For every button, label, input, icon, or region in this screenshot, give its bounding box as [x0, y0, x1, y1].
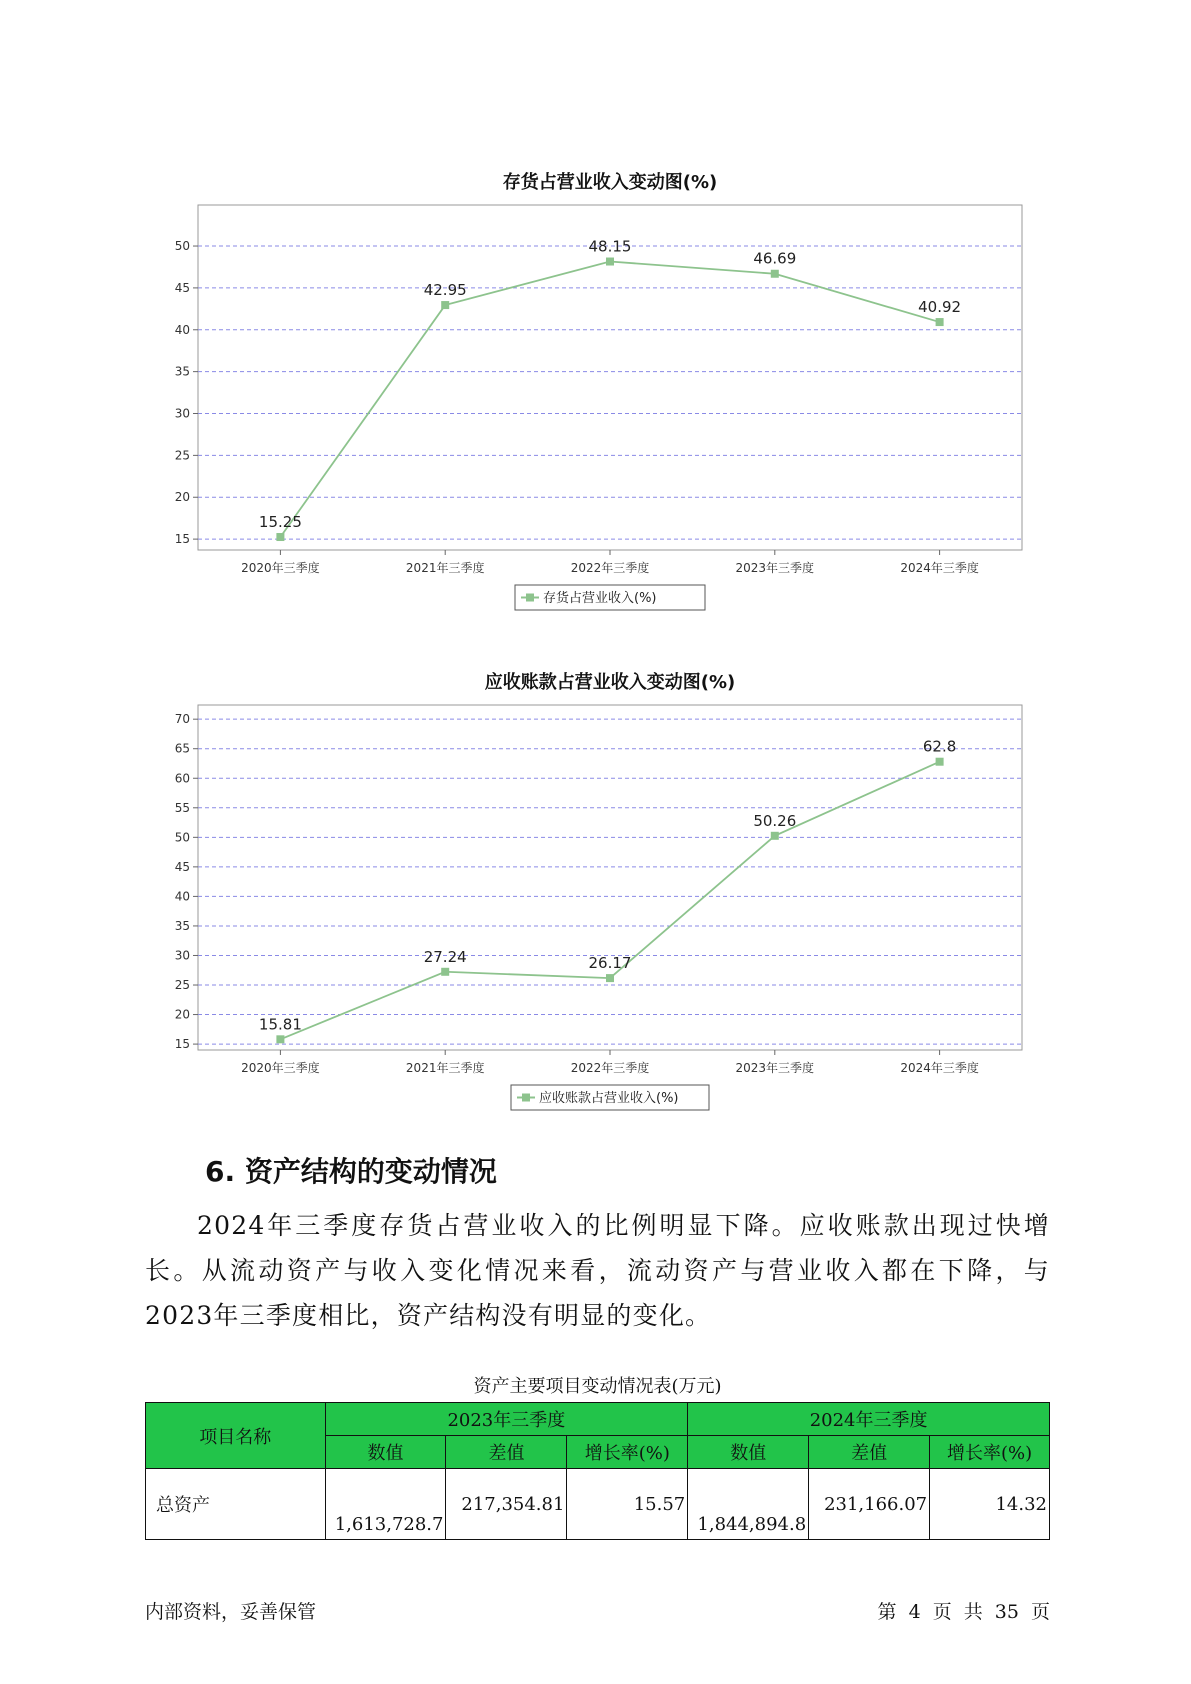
data-label: 26.17 [588, 954, 632, 973]
y-tick-label: 25 [174, 978, 190, 993]
data-label: 40.92 [918, 298, 962, 317]
data-label: 42.95 [423, 281, 467, 300]
data-label: 15.25 [258, 513, 302, 532]
data-point [276, 533, 284, 541]
legend-marker [522, 1094, 530, 1102]
x-tick-label: 2021年三季度 [405, 561, 485, 575]
y-tick-label: 20 [174, 490, 190, 505]
chart-title: 应收账款占营业收入变动图(%) [484, 672, 736, 693]
inventory-chart [0, 165, 1191, 629]
table-caption: 资产主要项目变动情况表(万元) [473, 1376, 722, 1397]
table-header-row [146, 1403, 1050, 1436]
data-point [936, 758, 944, 766]
y-tick-label: 45 [174, 859, 190, 874]
x-tick-label: 2021年三季度 [405, 1061, 485, 1075]
row-diff-2024: 231,166.07 [809, 1469, 930, 1540]
row-growth-2023: 15.57 [567, 1469, 688, 1540]
col-item-name: 项目名称 [146, 1403, 326, 1469]
y-tick-label: 30 [174, 406, 190, 421]
y-tick-label: 50 [174, 830, 190, 845]
legend-label: 存货占营业收入(%) [543, 591, 657, 606]
col-growth-2023: 增长率(%) [567, 1436, 688, 1469]
data-point [276, 1035, 284, 1043]
y-tick-label: 70 [174, 712, 190, 727]
plot-area [198, 705, 1022, 1050]
data-label: 27.24 [423, 947, 467, 966]
data-label: 50.26 [753, 811, 797, 830]
row-diff-2023: 217,354.81 [446, 1469, 567, 1540]
data-point [771, 832, 779, 840]
table-row [146, 1469, 1050, 1540]
data-label: 62.8 [922, 737, 957, 756]
x-tick-label: 2023年三季度 [735, 561, 815, 575]
data-point [936, 318, 944, 326]
y-tick-label: 60 [174, 771, 190, 786]
row-name: 总资产 [146, 1469, 326, 1540]
data-point [771, 270, 779, 278]
y-tick-label: 65 [174, 741, 190, 756]
receivables-chart-svg [0, 665, 1191, 1125]
y-tick-label: 30 [174, 948, 190, 963]
col-growth-2024: 增长率(%) [930, 1436, 1050, 1469]
plot-area [198, 205, 1022, 550]
y-tick-label: 35 [174, 364, 190, 379]
x-tick-label: 2024年三季度 [900, 561, 979, 575]
y-tick-label: 15 [174, 532, 190, 547]
y-tick-label: 50 [174, 239, 190, 254]
x-tick-label: 2022年三季度 [570, 1061, 650, 1075]
data-label: 15.81 [258, 1015, 302, 1034]
y-tick-label: 45 [174, 280, 190, 295]
section-heading: 6. 资产结构的变动情况 [205, 1155, 497, 1188]
col-period-2024: 2024年三季度 [688, 1403, 1050, 1436]
y-tick-label: 40 [174, 889, 190, 904]
y-tick-label: 25 [174, 448, 190, 463]
col-diff-2024: 差值 [809, 1436, 930, 1469]
legend-label: 应收账款占营业收入(%) [539, 1091, 679, 1106]
data-point [606, 974, 614, 982]
data-label: 48.15 [588, 237, 632, 256]
data-label: 46.69 [753, 249, 797, 268]
data-point [441, 968, 449, 976]
legend-marker [526, 594, 534, 602]
col-value-2023: 数值 [325, 1436, 446, 1469]
x-tick-label: 2022年三季度 [570, 561, 650, 575]
row-growth-2024: 14.32 [930, 1469, 1050, 1540]
footer-page-number: 第 4 页 共 35 页 [877, 1601, 1050, 1623]
x-tick-label: 2024年三季度 [900, 1061, 979, 1075]
row-value-2023: 1,613,728.7 [325, 1469, 446, 1540]
data-point [606, 258, 614, 266]
x-tick-label: 2020年三季度 [241, 1061, 320, 1075]
chart-title: 存货占营业收入变动图(%) [502, 172, 718, 193]
y-tick-label: 35 [174, 918, 190, 933]
col-value-2024: 数值 [688, 1436, 809, 1469]
inventory-chart-svg [0, 165, 1191, 625]
y-tick-label: 20 [174, 1007, 190, 1022]
row-value-2024: 1,844,894.8 [688, 1469, 809, 1540]
y-tick-label: 40 [174, 322, 190, 337]
data-point [441, 301, 449, 309]
asset-change-table [145, 1402, 1050, 1540]
x-tick-label: 2023年三季度 [735, 1061, 815, 1075]
y-tick-label: 55 [174, 800, 190, 815]
footer-confidential-note: 内部资料，妥善保管 [145, 1601, 317, 1623]
x-tick-label: 2020年三季度 [241, 561, 320, 575]
col-period-2023: 2023年三季度 [325, 1403, 688, 1436]
y-tick-label: 15 [174, 1037, 190, 1052]
section-paragraph: 2024年三季度存货占营业收入的比例明显下降。应收账款出现过快增长。从流动资产与收入变化情况来看，流动资产与营业收入都在下降，与2023年三季度相比，资产结构没有明显的变化。 [145, 1211, 1050, 1330]
receivables-chart [0, 665, 1191, 1129]
col-diff-2023: 差值 [446, 1436, 567, 1469]
